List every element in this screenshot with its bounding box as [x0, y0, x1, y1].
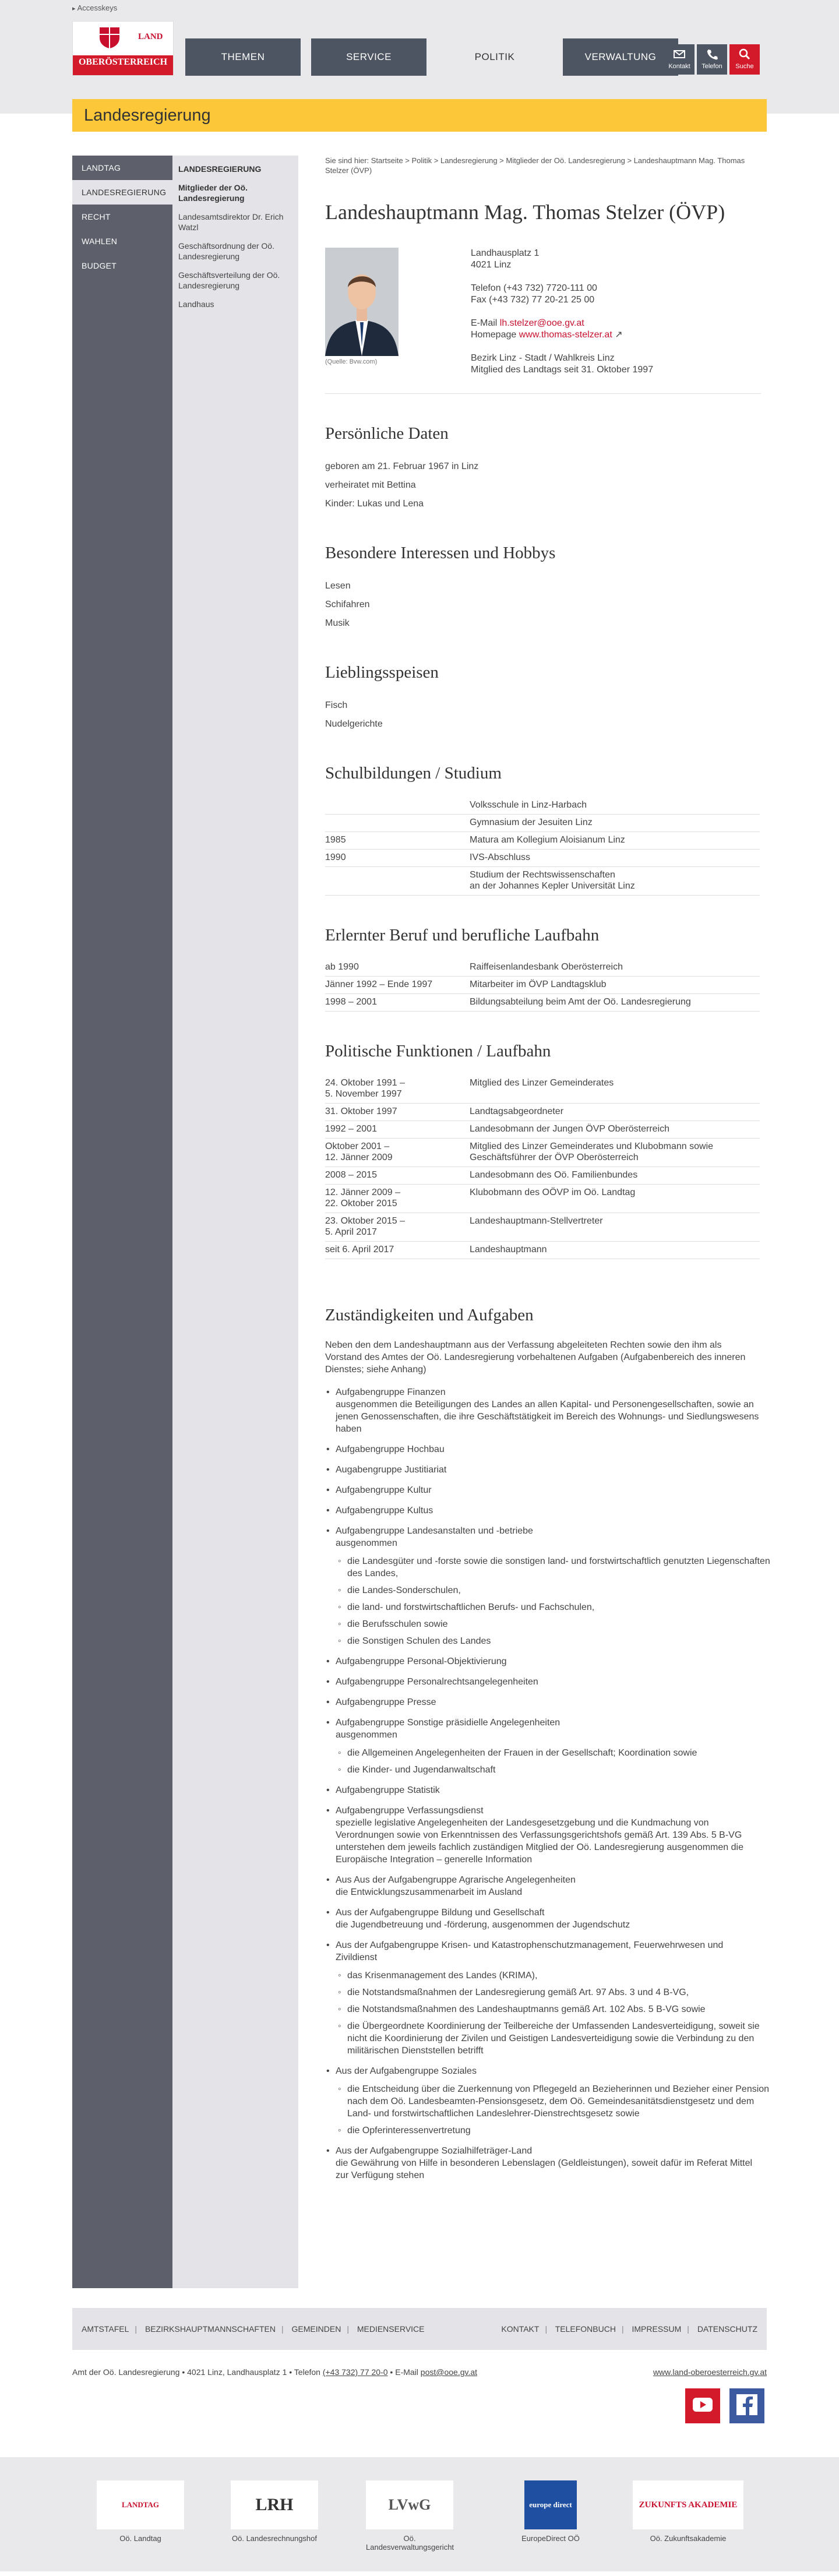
leftnav-landesregierung[interactable]: LANDESREGIERUNG: [72, 180, 172, 205]
hobbies-list: [325, 577, 761, 633]
duty-item: [325, 2145, 760, 2182]
duty-subitem: ◦ die Berufsschulen sowie: [336, 1618, 770, 1630]
cell-text: Landeshauptmann-Stellvertreter: [470, 1213, 760, 1242]
table-row: [325, 1242, 760, 1259]
table-row: [325, 832, 760, 850]
table-row: [325, 1213, 760, 1242]
email-prefix: • E-Mail: [387, 2367, 421, 2377]
footer-link-datenschutz[interactable]: DATENSCHUTZ: [697, 2324, 757, 2334]
table-row: [325, 1121, 760, 1139]
logo-oberoesterreich: OBERÖSTERREICH: [73, 55, 173, 75]
coat-of-arms-icon: [98, 26, 121, 50]
subnav-landhaus[interactable]: Landhaus: [178, 299, 214, 309]
sub-nav: [172, 156, 298, 2288]
duty-subitem: ◦ die Sonstigen Schulen des Landes: [336, 1635, 770, 1647]
cell-date: 1992 – 2001: [325, 1121, 470, 1139]
partner-label: Oö. Landesrechnungshof: [232, 2534, 317, 2543]
table-row: [325, 994, 760, 1012]
duty-subitem: ◦ die Landes-Sonderschulen,: [336, 1584, 770, 1597]
duty-item: [325, 1696, 760, 1708]
footer-link-kontakt[interactable]: KONTAKT: [501, 2324, 540, 2334]
cell-text: Landeshauptmann: [470, 1242, 760, 1259]
page-layout: [72, 156, 770, 2288]
phone-button[interactable]: [697, 44, 727, 75]
career-heading: Erlernter Beruf und berufliche Laufbahn: [325, 926, 600, 945]
youtube-icon: [693, 2398, 713, 2415]
duty-item: [325, 1484, 760, 1496]
cell-date: [325, 815, 470, 832]
cell-text: Landesobmann der Jungen ÖVP Oberösterreich: [470, 1121, 760, 1139]
cell-text: Mitglied des Linzer Gemeinderates und Klubobmann sowie Geschäftsführer der ÖVP Oberösterreich: [470, 1139, 760, 1167]
member-since: Mitglied des Landtags seit 31. Oktober 1997: [471, 365, 654, 375]
cell-text: Mitglied des Linzer Gemeinderates: [470, 1075, 760, 1104]
footer-link-medienservice[interactable]: MEDIENSERVICE: [357, 2324, 425, 2334]
duty-subitem: ◦ die Übergeordnete Koordinierung der Teilbereiche der Umfassenden Landesverteidigung, soweit sie nicht die Koordinierung der Zivilen und Geistigen Landesverteidigung sowie die Verbindung zu den militärischen Dienststellen betrifft: [336, 2020, 770, 2057]
breadcrumb[interactable]: Sie sind hier: Startseite > Politik > Landesregierung > Mitglieder der Oö. Landesregierung > Landeshauptmann Mag. Thomas Stelzer (ÖVP): [325, 156, 745, 175]
duty-subitem: ◦ die Opferinteressenvertretung: [336, 2124, 770, 2137]
footer-link-gemeinden[interactable]: GEMEINDEN: [291, 2324, 341, 2334]
personal-heading: Persönliche Daten: [325, 424, 449, 443]
cell-text: Volksschule in Linz-Harbach: [470, 797, 760, 815]
page-title: Landeshauptmann Mag. Thomas Stelzer (ÖVP): [325, 200, 725, 224]
duties-list: [325, 1386, 770, 2182]
nav-service[interactable]: SERVICE: [311, 38, 426, 76]
partner-label: Oö. Zukunftsakademie: [650, 2534, 727, 2543]
accesskeys-link[interactable]: ▸ Accesskeys: [72, 3, 117, 12]
duty-item: [325, 1676, 760, 1688]
footer-address: [72, 2350, 767, 2377]
duty-text: Aufgabengruppe Kultur: [336, 1485, 432, 1495]
facebook-button[interactable]: [729, 2388, 764, 2423]
lvwg-logo: LVwG: [366, 2480, 453, 2529]
partner-europedirect[interactable]: [507, 2480, 594, 2543]
main-content: [298, 156, 770, 2288]
nav-verwaltung[interactable]: VERWALTUNG: [563, 38, 678, 76]
cell-date: 2008 – 2015: [325, 1167, 470, 1185]
table-row: [325, 1167, 760, 1185]
cell-date: 1998 – 2001: [325, 994, 470, 1012]
duty-item: [325, 1464, 760, 1476]
partner-label: Oö. Landtag: [119, 2534, 161, 2543]
food-line: Fisch: [325, 700, 348, 710]
duty-item: [325, 2065, 770, 2137]
cell-text: Landtagsabgeordneter: [470, 1104, 760, 1121]
contact-button[interactable]: [664, 44, 695, 75]
duty-text: Aufgabengruppe Landesanstalten und -betriebe ausgenommen: [336, 1526, 533, 1548]
service-nav: [664, 44, 760, 75]
table-row: [325, 815, 760, 832]
site-header: [0, 0, 839, 125]
footer-link-bh[interactable]: BEZIRKSHAUPTMANNSCHAFTEN: [144, 2324, 276, 2334]
logo[interactable]: [72, 21, 174, 76]
duty-sublist: [336, 2083, 770, 2137]
career-table: [325, 959, 760, 1012]
food-line: Nudelgerichte: [325, 719, 383, 729]
leftnav-recht[interactable]: RECHT: [82, 212, 111, 221]
cell-text: Matura am Kollegium Aloisianum Linz: [470, 832, 760, 850]
lrh-logo: LRH: [231, 2480, 318, 2529]
duty-sublist: [336, 1969, 770, 2057]
partner-landtag[interactable]: [97, 2480, 184, 2543]
facebook-icon: [735, 2393, 759, 2419]
personal-line: verheiratet mit Bettina: [325, 480, 416, 490]
subnav-landesamtsdirektor[interactable]: Landesamtsdirektor Dr. Erich Watzl: [178, 212, 284, 232]
landtag-logo: LANDTAG: [97, 2480, 184, 2529]
duty-subitem: ◦ die land- und forstwirtschaftlichen Berufs- und Fachschulen,: [336, 1601, 770, 1613]
mail-icon: [664, 48, 695, 63]
table-row: [325, 1185, 760, 1213]
personal-data: [325, 457, 761, 513]
photo-caption: (Quelle: Bvw.com): [325, 358, 378, 365]
duty-text: Aufgabengruppe Finanzen ausgenommen die Beteiligungen des Landes an allen Kapital- und Personengesellschaften, sowie an jenen Genossenschaften, die ihre Geschäftstätigkeit im Bereich des Wohnungs- und Siedlungswesens haben: [336, 1387, 759, 1434]
personal-line: geboren am 21. Februar 1967 in Linz: [325, 461, 479, 471]
section-banner: Landesregierung: [72, 99, 767, 132]
duty-subitem: ◦ die Landesgüter und -forste sowie die sonstigen land- und forstwirtschaftlich genutzten Liegenschaften des Landes,: [336, 1555, 770, 1580]
cell-date: Oktober 2001 – 12. Jänner 2009: [325, 1139, 470, 1167]
footer-link-impressum[interactable]: IMPRESSUM: [632, 2324, 682, 2334]
leftnav-budget[interactable]: BUDGET: [82, 261, 117, 270]
cell-date: 1985: [325, 832, 470, 850]
cell-text: Mitarbeiter im ÖVP Landtagsklub: [470, 977, 760, 994]
food-heading: Lieblingsspeisen: [325, 663, 439, 682]
logo-land: LAND: [138, 32, 163, 41]
duty-subitem: ◦ das Krisenmanagement des Landes (KRIMA),: [336, 1969, 770, 1982]
duty-text: Aufgabengruppe Statistik: [336, 1785, 440, 1795]
duty-item: [325, 1443, 760, 1456]
street: Landhausplatz 1: [471, 248, 540, 258]
portrait-photo: [325, 248, 399, 356]
left-nav: [72, 156, 172, 2288]
youtube-button[interactable]: [685, 2388, 720, 2423]
duties-intro: Neben den dem Landeshauptmann aus der Verfassung abgeleiteten Rechten sowie den ihm als Vorstand des Amtes der Oö. Landesregierung vorbehaltenen Aufgaben (Aufgabenbereich des inneren Dienstes; siehe Anhang): [325, 1340, 746, 1375]
table-row: [325, 1104, 760, 1121]
cell-date: seit 6. April 2017: [325, 1242, 470, 1259]
political-table: [325, 1075, 760, 1259]
duty-text: Aus der Aufgabengruppe Sozialhilfeträger-Land die Gewährung von Hilfe in besonderen Lebenslagen (Geldleistungen), soweit dafür im Referat Mittel zur Verfügung stehen: [336, 2146, 753, 2180]
duty-subitem: ◦ die Notstandsmaßnahmen der Landesregierung gemäß Art. 97 Abs. 3 und 4 B-VG,: [336, 1986, 770, 1999]
partner-lrh[interactable]: [231, 2480, 318, 2543]
table-row: [325, 977, 760, 994]
political-heading: Politische Funktionen / Laufbahn: [325, 1042, 551, 1060]
partner-label: EuropeDirect OÖ: [521, 2534, 580, 2543]
partner-label: Oö. Landesverwaltungsgericht: [366, 2534, 454, 2552]
subnav-landesregierung[interactable]: LANDESREGIERUNG: [178, 164, 262, 174]
cell-date: ab 1990: [325, 959, 470, 977]
cell-text: IVS-Abschluss: [470, 850, 760, 867]
duty-item: [325, 1784, 760, 1796]
cell-date: 1990: [325, 850, 470, 867]
external-link-icon: ↗: [615, 330, 623, 340]
leftnav-wahlen[interactable]: WAHLEN: [82, 237, 118, 246]
cell-date: 12. Jänner 2009 – 22. Oktober 2015: [325, 1185, 470, 1213]
duty-item: [325, 1939, 760, 2057]
cell-text: Raiffeisenlandesbank Oberösterreich: [470, 959, 760, 977]
hobby-line: Musik: [325, 618, 350, 628]
nav-themen[interactable]: THEMEN: [185, 38, 301, 76]
contact-info: [471, 248, 653, 376]
duty-text: Aufgabengruppe Kultus: [336, 1506, 433, 1516]
footer-left-links: AMTSTAFEL | BEZIRKSHAUPTMANNSCHAFTEN | GEMEINDEN | MEDIENSERVICE: [82, 2324, 425, 2334]
subnav-mitglieder[interactable]: Mitglieder der Oö. Landesregierung: [178, 183, 248, 203]
table-row: [325, 1075, 760, 1104]
duty-text: Augabengruppe Justitiariat: [336, 1465, 447, 1475]
duty-subitem: ◦ die Notstandsmaßnahmen des Landeshauptmanns gemäß Art. 102 Abs. 5 B-VG sowie: [336, 2003, 770, 2015]
social-links: [685, 2388, 839, 2423]
duty-text: Aus Aus der Aufgabengruppe Agrarische Angelegenheiten die Entwicklungszusammenarbeit im Ausland: [336, 1875, 576, 1897]
duty-text: Aufgabengruppe Sonstige präsidielle Angelegenheiten ausgenommen: [336, 1718, 560, 1740]
search-label: Suche: [735, 63, 754, 70]
cell-date: 23. Oktober 2015 – 5. April 2017: [325, 1213, 470, 1242]
table-row: [325, 1139, 760, 1167]
cell-date: [325, 867, 470, 896]
partner-zukunftsakademie[interactable]: [633, 2480, 743, 2543]
phone-icon: [697, 48, 727, 63]
duties-section: [325, 1306, 770, 2182]
duty-text: Aufgabengruppe Verfassungsdienst spezielle legislative Angelegenheiten der Landesgesetzgebung und die Kundmachung von Verordnungen sowie von Erkenntnissen des Verfassungsgerichtshofs gemäß Art. 139 Abs. 5 B-VG unterstehen dem jeweils fachlich zuständigen Mitglied der Oö. Landesregierung ausgenommen die Europäische Integration – generelle Information: [336, 1806, 743, 1865]
duty-text: Aus der Aufgabengruppe Bildung und Gesellschaft die Jugendbetreuung und -förderung, ausgenommen der Jugendschutz: [336, 1908, 630, 1930]
duty-text: Aufgabengruppe Personal-Objektivierung: [336, 1657, 507, 1666]
contact-label: Kontakt: [668, 63, 690, 70]
duty-text: Aus der Aufgabengruppe Krisen- und Katastrophenschutzmanagement, Feuerwehrwesen und Zivildienst: [336, 1940, 724, 1962]
district: Bezirk Linz - Stadt / Wahlkreis Linz: [471, 353, 615, 363]
duty-item: [325, 1655, 760, 1668]
cell-text: Studium der Rechtswissenschaften an der Johannes Kepler Universität Linz: [470, 867, 760, 896]
email-label: E-Mail: [471, 318, 500, 328]
duty-text: Aufgabengruppe Hochbau: [336, 1444, 445, 1454]
homepage-link[interactable]: www.thomas-stelzer.at: [519, 330, 612, 340]
footer-nav: [72, 2308, 767, 2350]
zukunftsakademie-logo: ZUKUNFTS AKADEMIE: [633, 2480, 743, 2529]
partner-strip: [0, 2457, 839, 2571]
footer-right-links: KONTAKT | TELEFONBUCH | IMPRESSUM | DATENSCHUTZ: [501, 2324, 757, 2334]
duty-item: [325, 1504, 760, 1517]
footer-link-amtstafel[interactable]: AMTSTAFEL: [82, 2324, 129, 2334]
subnav-geschaeftsverteilung[interactable]: Geschäftsverteilung der Oö. Landesregierung: [178, 270, 280, 290]
duty-item: [325, 1717, 760, 1776]
subnav-geschaeftsordnung[interactable]: Geschäftsordnung der Oö. Landesregierung: [178, 241, 274, 261]
table-row: [325, 867, 760, 896]
hobby-line: Schifahren: [325, 600, 370, 609]
duty-subitem: ◦ die Allgemeinen Angelegenheiten der Frauen in der Gesellschaft; Koordination sowie: [336, 1747, 770, 1759]
footer-email-link[interactable]: post@ooe.gv.at: [420, 2367, 478, 2377]
duties-heading: Zuständigkeiten und Aufgaben: [325, 1306, 534, 1324]
partner-lvwg[interactable]: [366, 2480, 453, 2552]
city: 4021 Linz: [471, 260, 512, 270]
duty-item: [325, 1525, 770, 1647]
food-list: [325, 696, 761, 734]
duty-sublist: [336, 1747, 770, 1776]
homepage-label: Homepage: [471, 330, 519, 340]
cell-text: Bildungsabteilung beim Amt der Oö. Landesregierung: [470, 994, 760, 1012]
leftnav-landtag[interactable]: LANDTAG: [82, 163, 121, 172]
education-heading: Schulbildungen / Studium: [325, 764, 502, 783]
duty-item: [325, 1386, 760, 1435]
address-text: Amt der Oö. Landesregierung • 4021 Linz, Landhausplatz 1 • Telefon: [72, 2367, 323, 2377]
duty-sublist: [336, 1555, 770, 1647]
cell-date: [325, 797, 470, 815]
table-row: [325, 797, 760, 815]
duty-subitem: ◦ die Entscheidung über die Zuerkennung von Pflegegeld an Bezieherinnen und Bezieher einer Pension nach dem Oö. Landesbeamten-Pensionsgesetz, dem Oö. Gemeindesanitätsdienstgesetz und dem Land- und forstwirtschaftlichen Landeslehrer-Dienstrechtsgesetz sowie: [336, 2083, 770, 2120]
cell-text: Landesobmann des Oö. Familienbundes: [470, 1167, 760, 1185]
search-icon: [729, 48, 760, 63]
fax: Fax (+43 732) 77 20-21 25 00: [471, 295, 595, 305]
duty-text: Aufgabengruppe Personalrechtsangelegenheiten: [336, 1677, 538, 1687]
cell-date: 24. Oktober 1991 – 5. November 1997: [325, 1075, 470, 1104]
footer-link-telefonbuch[interactable]: TELEFONBUCH: [555, 2324, 616, 2334]
email-link[interactable]: lh.stelzer@ooe.gv.at: [499, 318, 584, 328]
europedirect-logo: europe direct: [524, 2480, 577, 2529]
profile-section: [325, 248, 761, 394]
duty-text: Aus der Aufgabengruppe Soziales: [336, 2066, 477, 2076]
duty-item: [325, 1874, 760, 1898]
footer-phone-link[interactable]: (+43 732) 77 20-0: [322, 2367, 388, 2377]
duty-subitem: ◦ die Kinder- und Jugendanwaltschaft: [336, 1764, 770, 1776]
cell-date: Jänner 1992 – Ende 1997: [325, 977, 470, 994]
table-row: [325, 850, 760, 867]
hobbies-heading: Besondere Interessen und Hobbys: [325, 544, 556, 562]
phone: Telefon (+43 732) 7720-111 00: [471, 283, 597, 293]
nav-politik[interactable]: POLITIK: [437, 38, 552, 76]
education-table: [325, 797, 760, 896]
duty-text: Aufgabengruppe Presse: [336, 1697, 436, 1707]
personal-line: Kinder: Lukas und Lena: [325, 499, 424, 509]
duty-item: [325, 1805, 760, 1866]
cell-text: Klubobmann des OÖVP im Oö. Landtag: [470, 1185, 760, 1213]
search-button[interactable]: [729, 44, 760, 75]
table-row: [325, 959, 760, 977]
main-nav: [185, 38, 678, 76]
duty-item: [325, 1907, 760, 1931]
phone-label: Telefon: [701, 63, 722, 70]
footer-website-link[interactable]: www.land-oberoesterreich.gv.at: [653, 2367, 767, 2377]
cell-date: 31. Oktober 1997: [325, 1104, 470, 1121]
cell-text: Gymnasium der Jesuiten Linz: [470, 815, 760, 832]
hobby-line: Lesen: [325, 581, 351, 591]
